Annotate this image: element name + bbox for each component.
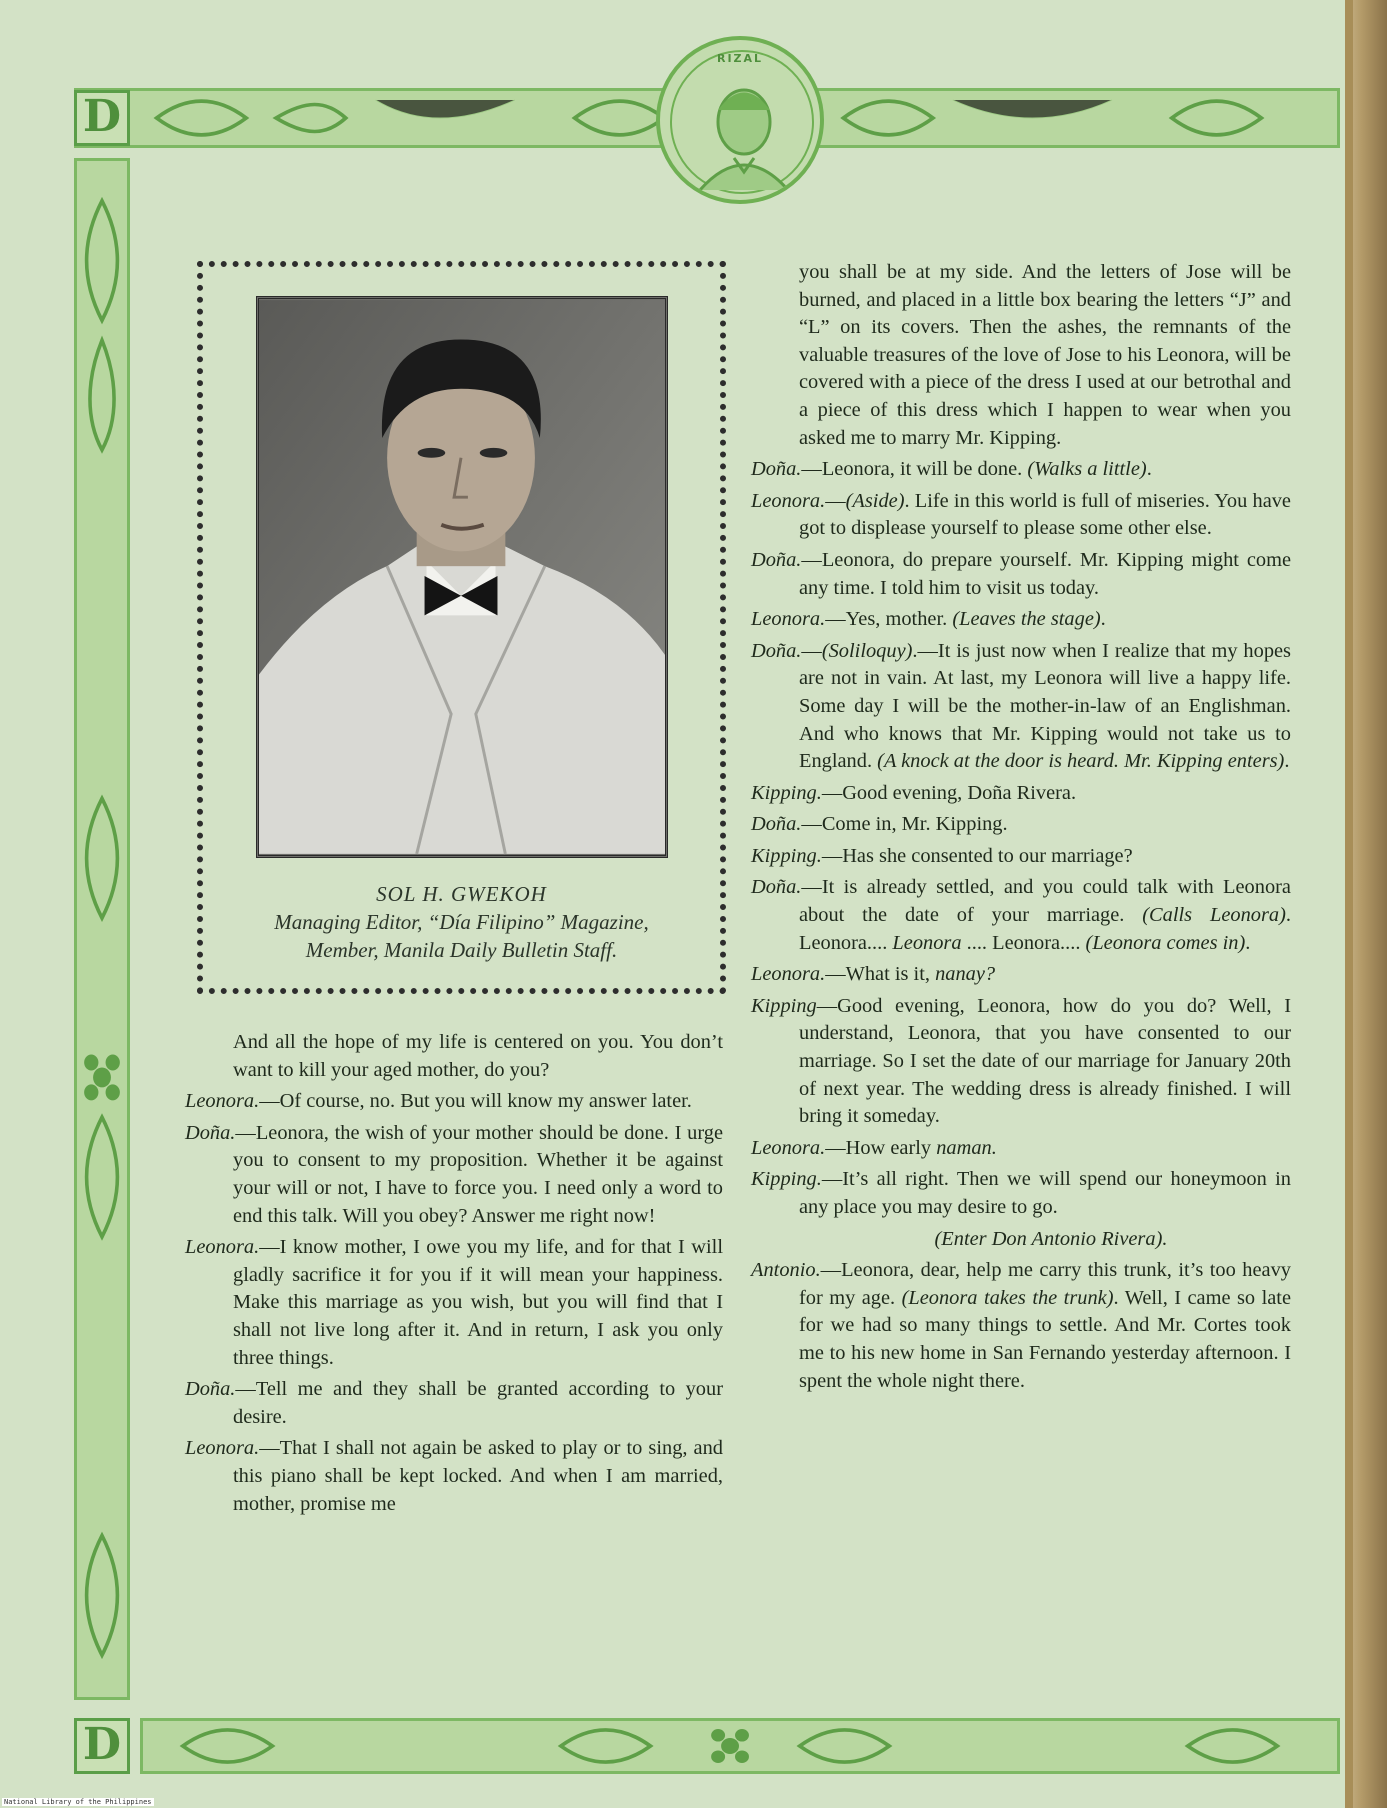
speaker-name: Leonora. bbox=[751, 489, 826, 512]
speaker-name: Kipping bbox=[751, 994, 817, 1017]
caption-title-line2: Member, Manila Daily Bulletin Staff. bbox=[305, 938, 618, 962]
speech-text: —Leonora, it will be done. bbox=[801, 458, 1028, 481]
speaker-name: Doña. bbox=[185, 1378, 236, 1401]
left-ornamental-border bbox=[74, 158, 130, 1700]
stage-direction: Leonora bbox=[892, 931, 962, 954]
speech-paragraph bbox=[185, 1234, 723, 1372]
speech-paragraph bbox=[751, 456, 1291, 484]
speech-text: . Well, I came so late for we had so many things to settle. And Mr. Cortes took me to his new home in San Fernando yesterday afternoon. I spent the whole night there. bbox=[799, 1286, 1291, 1392]
tagalog-word: nanay? bbox=[935, 963, 996, 986]
speaker-name: Leonora. bbox=[185, 1090, 260, 1113]
bottom-ornamental-border bbox=[140, 1718, 1340, 1774]
stage-direction: (Calls Leonora) bbox=[1142, 904, 1286, 927]
speech-text: —It is already settled, and you could talk with Leonora about the date of your marriage. bbox=[799, 876, 1291, 927]
speech-paragraph bbox=[751, 993, 1291, 1131]
page-edge bbox=[1345, 0, 1387, 1808]
speaker-name: Doña. bbox=[751, 548, 802, 571]
stage-direction: (Walks a little) bbox=[1027, 458, 1147, 481]
speech-text: — bbox=[825, 489, 846, 512]
speech-text: .... Leonora.... bbox=[961, 931, 1086, 954]
library-credit: National Library of the Philippines bbox=[4, 1798, 152, 1806]
speech-text: —Leonora, the wish of your mother should be done. I urge you to consent to my proposition. Whether it be against your will or not, I have to force you. I need only a word to end this talk. Will you obey? Answer me right now! bbox=[233, 1121, 723, 1227]
speech-paragraph bbox=[751, 547, 1291, 602]
caption-title-line1: Managing Editor, “Día Filipino” Magazine, bbox=[274, 910, 649, 934]
speaker-name: Leonora. bbox=[185, 1236, 260, 1259]
speech-text: . Leonora.... bbox=[799, 904, 1291, 954]
caption-name: SOL H. GWEKOH bbox=[376, 882, 547, 906]
photo-caption bbox=[200, 880, 723, 964]
speaker-name: Doña. bbox=[751, 639, 802, 662]
speech-text: —Leonora, dear, help me carry this trunk, it’s too heavy for my age. bbox=[799, 1259, 1291, 1309]
left-intro-paragraph: And all the hope of my life is centered on you. You don’t want to kill your aged mother, do you? bbox=[233, 1031, 723, 1081]
stage-direction: (Aside) bbox=[845, 489, 905, 512]
speaker-name: Doña. bbox=[751, 813, 802, 836]
speech-text: . Life in this world is full of miseries. You have got to displease yourself to please some other else. bbox=[799, 489, 1291, 540]
speaker-name: Doña. bbox=[751, 458, 802, 481]
speaker-name: Leonora. bbox=[751, 608, 826, 631]
portrait-icon bbox=[660, 40, 824, 204]
speaker-name: Doña. bbox=[751, 876, 802, 899]
speaker-name: Leonora. bbox=[751, 963, 826, 986]
speech-paragraph bbox=[751, 1166, 1291, 1221]
left-text-column bbox=[185, 1029, 723, 1522]
speaker-name: Leonora. bbox=[185, 1437, 260, 1460]
speech-paragraph bbox=[185, 1120, 723, 1230]
speech-text: — bbox=[801, 639, 822, 662]
bottom-left-corner-emblem: D bbox=[74, 1718, 130, 1774]
speech-text: . bbox=[1146, 458, 1152, 481]
speech-paragraph bbox=[751, 961, 1291, 989]
speech-paragraph bbox=[751, 780, 1291, 808]
speaker-name: Antonio. bbox=[751, 1259, 821, 1282]
top-left-corner-emblem: D bbox=[74, 90, 130, 146]
speaker-name: Kipping. bbox=[751, 844, 822, 867]
speech-text: —Come in, Mr. Kipping. bbox=[801, 813, 1008, 836]
speech-text: . bbox=[1100, 608, 1106, 631]
speech-paragraph bbox=[751, 1135, 1291, 1163]
stage-direction: (Leonora takes the trunk) bbox=[901, 1286, 1114, 1309]
speech-text: —Leonora, do prepare yourself. Mr. Kipping might come any time. I told him to visit us today. bbox=[799, 548, 1291, 599]
medallion-label: RIZAL bbox=[716, 52, 764, 65]
tagalog-word: naman. bbox=[936, 1136, 997, 1159]
right-text-column bbox=[751, 259, 1291, 1399]
speech-paragraph bbox=[751, 811, 1291, 839]
portrait-photo bbox=[256, 296, 668, 858]
rizal-medallion bbox=[656, 36, 824, 204]
speech-text: —It’s all right. Then we will spend our honeymoon in any place you may desire to go. bbox=[799, 1168, 1291, 1218]
stage-direction: (Leonora comes in) bbox=[1085, 931, 1246, 954]
right-intro-paragraph: you shall be at my side. And the letters of Jose will be burned, and placed in a little box bearing the letters “J” and “L” on its covers. Then the ashes, the remnants of the valuable treasures of the love of Jose to his Leonora, will be covered with a piece of the dress I used at our betrothal and a piece of this dress which I happen to wear when you asked me to marry Mr. Kipping. bbox=[799, 261, 1291, 449]
speech-text: —Good evening, Leonora, how do you do? Well, I understand, Leonora, that you have consented to our marriage. So I set the date of our marriage for January 20th of next year. The wedding dress is already finished. I will bring it someday. bbox=[799, 994, 1291, 1128]
speech-paragraph bbox=[185, 1088, 723, 1116]
speech-text: —Good evening, Doña Rivera. bbox=[821, 781, 1077, 804]
speech-text: —I know mother, I owe you my life, and for that I will gladly sacrifice it for you if it will mean your happiness. Make this marriage as you wish, but you will find that I shall not live long after it. And in return, I ask you only three things. bbox=[233, 1236, 723, 1369]
speech-paragraph bbox=[185, 1435, 723, 1518]
speech-paragraph bbox=[751, 843, 1291, 871]
speech-text: —How early bbox=[825, 1136, 937, 1159]
speaker-name: Kipping. bbox=[751, 1168, 822, 1191]
speaker-name: Kipping. bbox=[751, 781, 822, 804]
speech-paragraph bbox=[751, 874, 1291, 957]
speech-text: —Of course, no. But you will know my answer later. bbox=[259, 1090, 692, 1113]
stage-direction: (Soliloquy) bbox=[821, 639, 913, 662]
speech-text: . bbox=[1245, 931, 1251, 954]
speech-paragraph bbox=[185, 1376, 723, 1431]
speech-text: —That I shall not again be asked to play or to sing, and this piano shall be kept locked. And when I am married, mother, promise me bbox=[233, 1437, 723, 1515]
speech-text: —What is it, bbox=[825, 963, 936, 986]
speech-text: . bbox=[1284, 750, 1290, 773]
stage-direction: (Leaves the stage) bbox=[952, 608, 1101, 631]
speech-text: .—It is just now when I realize that my hopes are not in vain. At last, my Leonora will live a happy life. Some day I will be the mother-in-law of an Englishman. And who knows that Mr. Kipping would not take us to England. bbox=[799, 639, 1291, 773]
stage-direction-line: (Enter Don Antonio Rivera). bbox=[934, 1227, 1168, 1250]
speech-paragraph bbox=[751, 1257, 1291, 1395]
speech-text: —Yes, mother. bbox=[825, 608, 953, 631]
speaker-name: Doña. bbox=[185, 1121, 236, 1144]
speech-paragraph bbox=[751, 606, 1291, 634]
stage-direction: (A knock at the door is heard. Mr. Kipping enters) bbox=[877, 750, 1285, 773]
speech-paragraph bbox=[751, 488, 1291, 543]
speech-text: —Tell me and they shall be granted according to your desire. bbox=[233, 1378, 723, 1428]
speech-paragraph bbox=[751, 638, 1291, 776]
speaker-name: Leonora. bbox=[751, 1136, 826, 1159]
speech-text: —Has she consented to our marriage? bbox=[821, 844, 1133, 867]
